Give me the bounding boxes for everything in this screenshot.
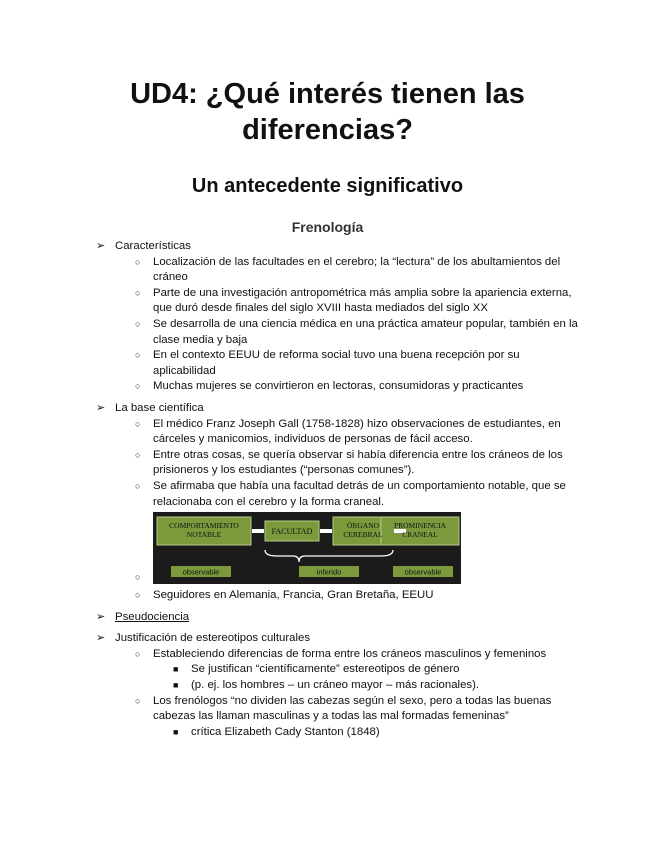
sub-list-item-text: Localización de las facultades en el cerebro; la “lectura” de los abultamientos del cráneo [153,255,561,284]
circle-bullet-icon: ○ [135,256,141,267]
sub-list-item-diagram [0,512,655,588]
circle-bullet-icon: ○ [135,318,141,329]
phrenology-diagram [153,512,461,584]
sub-list-item-text: El médico Franz Joseph Gall (1758-1828) hizo observaciones de estudiantes, en cárceles y manicomios, individuos de personas de fácil acceso. [153,417,561,446]
list-item-base-cientifica [0,401,655,604]
sub-sub-list-item [0,678,585,694]
arrow-bullet-icon: ➢ [96,401,106,414]
sub-sub-list [153,725,585,741]
sub-list-item [0,647,655,694]
sub-sub-list-item [0,725,585,741]
sub-list-item-text: Se afirmaba que había una facultad detrás de un comportamiento notable, que se relacionaba con el cerebro y la forma craneal. [153,479,566,508]
section-heading: Frenología [291,219,364,235]
circle-bullet-icon: ○ [135,480,141,491]
sub-list-item [0,417,655,448]
diagram-label-text: observable [404,567,442,577]
diagram-box-text: ÓRGANO CEREBRAL [343,521,383,540]
arrow-bullet-icon: ➢ [96,240,106,252]
circle-bullet-icon: ○ [135,648,141,659]
circle-bullet-icon: ○ [135,381,141,392]
list-item-caracteristicas [0,239,655,395]
sub-list-item-text: Seguidores en Alemania, Francia, Gran Bretaña, EEUU [153,589,434,602]
sub-sub-list-item-text: crítica Elizabeth Cady Stanton (1848) [191,725,380,738]
sub-list-item-text: Muchas mujeres se convirtieron en lectoras, consumidoras y practicantes [153,380,524,393]
sub-list-item-text: Los frenólogos “no dividen las cabezas según el sexo, pero a todas las buenas cabezas las llaman masculinas y a todas las mal formadas femeninas” [153,694,552,723]
main-content [0,239,655,746]
circle-bullet-icon: ○ [135,449,141,460]
pseudociencia-link[interactable]: Pseudociencia [115,610,190,623]
sub-list-item-text: Parte de una investigación antropométrica más amplia sobre la apariencia externa, que duró desde finales del siglo XVIII hasta mediados del siglo XX [153,286,572,315]
circle-bullet-icon: ○ [135,572,141,583]
sub-list-item [0,588,655,604]
sub-sub-list [153,662,585,693]
diagram-box-text: FACULTAD [271,527,313,537]
sub-list [115,255,655,395]
page-subtitle: Un antecedente significativo [191,175,464,197]
diagram-connector [252,529,264,533]
sub-list-item [0,479,655,510]
circle-bullet-icon: ○ [135,418,141,429]
top-level-list [0,239,655,740]
page-title: UD4: ¿Qué interés tienen las diferencias? [130,78,525,146]
list-item-label: Justificación de estereotipos culturales [115,632,311,645]
sub-sub-list-item [0,662,585,678]
circle-bullet-icon: ○ [135,350,141,361]
diagram-connector [320,529,332,533]
sub-list-item [0,317,655,348]
circle-bullet-icon: ○ [135,695,141,706]
arrow-bullet-icon: ➢ [96,610,106,623]
square-bullet-icon: ■ [173,680,179,691]
arrow-bullet-icon: ➢ [96,632,106,645]
square-bullet-icon: ■ [173,726,179,737]
square-bullet-icon: ■ [173,664,179,675]
sub-list-item-text: Estableciendo diferencias de forma entre los cráneos masculinos y femeninos [153,647,547,660]
list-item-label: La base científica [115,401,204,414]
list-item-pseudociencia [0,610,655,626]
sub-sub-list-item-text: Se justifican “científicamente” estereotipos de género [191,663,460,676]
sub-list [115,647,655,741]
sub-list-item-text: Se desarrolla de una ciencia médica en una práctica amateur popular, también en la clase media y baja [153,317,578,346]
sub-list-item [0,379,655,395]
list-item-estereotipos [0,631,655,740]
sub-list-item [0,348,655,379]
diagram-label-text: inferido [316,567,342,577]
list-item-label: Características [115,240,191,252]
sub-list-item [0,255,655,286]
sub-list-item [0,448,655,479]
sub-list-item-text: Entre otras cosas, se quería observar si había diferencia entre los cráneos de los prisioneros y los estudiantes (“personas comunes”). [153,448,563,477]
sub-list-item-text: En el contexto EEUU de reforma social tuvo una buena recepción por su aplicabilidad [153,349,520,377]
circle-bullet-icon: ○ [135,590,141,601]
sub-list-item [0,694,655,741]
circle-bullet-icon: ○ [135,287,141,298]
diagram-box-text: PROMINENCIA CRANEAL [393,521,447,540]
diagram-label-text: observable [182,567,220,577]
sub-list-item [0,286,655,317]
diagram-box-text: COMPORTAMIENTO NOTABLE [169,521,239,540]
sub-list [115,417,655,604]
sub-sub-list-item-text: (p. ej. los hombres – un cráneo mayor – más racionales). [191,679,480,692]
